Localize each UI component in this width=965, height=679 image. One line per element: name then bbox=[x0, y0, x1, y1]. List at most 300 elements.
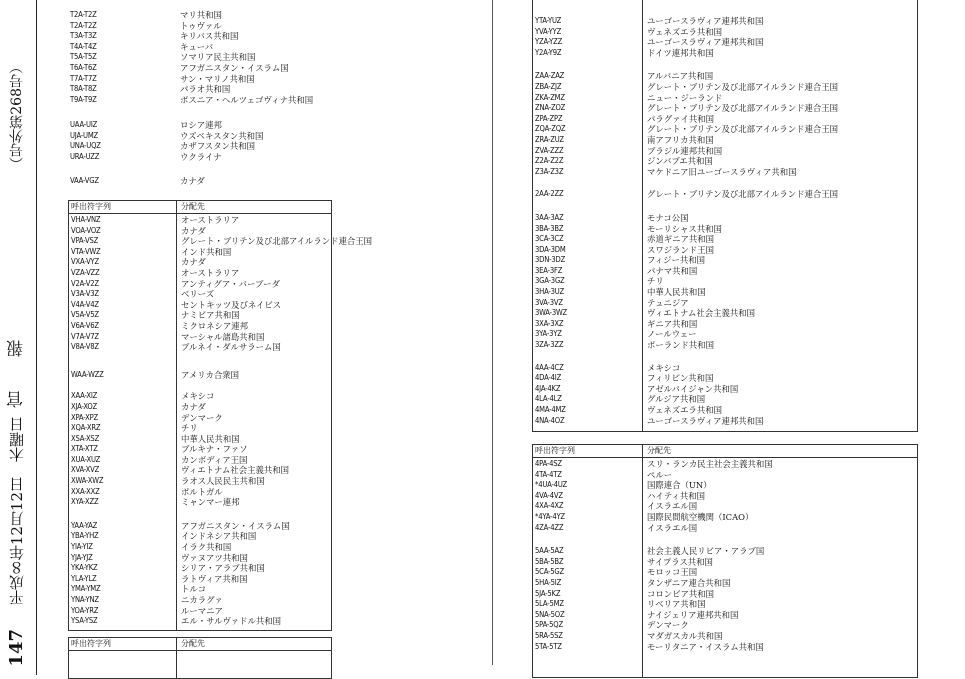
allocated-country: マーシャル諸島共和国 bbox=[181, 331, 265, 342]
table-row bbox=[533, 491, 917, 502]
allocated-country: ラトヴィア共和国 bbox=[181, 573, 248, 584]
callsign-range: YZA-YZZ bbox=[535, 37, 563, 47]
callsign-range: ZAA-ZAZ bbox=[535, 71, 565, 81]
table-row bbox=[69, 279, 331, 290]
callsign-range: 3AA-3AZ bbox=[535, 212, 564, 222]
allocated-country: サン・マリノ共和国 bbox=[180, 73, 255, 84]
allocated-country: ルーマニア bbox=[181, 605, 223, 616]
callsign-range: 3DA-3DM bbox=[535, 244, 566, 254]
allocated-country: ナイジェリア連邦共和国 bbox=[647, 609, 739, 620]
callsign-range: T3A-T3Z bbox=[70, 31, 97, 41]
table-row bbox=[533, 546, 917, 557]
allocated-country: ヴァヌアツ共和国 bbox=[181, 552, 248, 563]
callsign-range: UJA-UMZ bbox=[70, 130, 99, 140]
table-row bbox=[69, 465, 331, 476]
allocated-country: 中華人民共和国 bbox=[647, 287, 706, 298]
allocated-country: 赤道ギニア共和国 bbox=[647, 234, 714, 245]
callsign-range: 3EA-3FZ bbox=[535, 265, 563, 275]
table-row bbox=[533, 82, 917, 93]
callsign-range: YNA-YNZ bbox=[71, 595, 99, 604]
table-row bbox=[533, 405, 917, 416]
publication-date: 平成８年12月12日 木曜日 bbox=[8, 416, 26, 605]
allocated-country: イスラエル国 bbox=[647, 522, 698, 533]
callsign-range: T2A-T2Z bbox=[70, 20, 97, 30]
callsign-range: 3ZA-3ZZ bbox=[535, 340, 564, 350]
allocated-country: ブラジル連邦共和国 bbox=[647, 145, 723, 156]
callsign-range: ZBA-ZJZ bbox=[535, 81, 562, 91]
allocated-country: ギニア共和国 bbox=[647, 318, 698, 329]
callsign-range: T6A-T6Z bbox=[70, 62, 97, 72]
allocated-country: アルバニア共和国 bbox=[647, 71, 714, 82]
allocated-country: パラグァイ共和国 bbox=[647, 113, 714, 124]
allocated-country: エル・サルヴァドル共和国 bbox=[181, 616, 281, 627]
allocated-country: カザフスタン共和国 bbox=[180, 141, 256, 152]
table-row bbox=[69, 226, 331, 237]
table-row bbox=[533, 470, 917, 481]
callsign-range: V5A-V5Z bbox=[71, 310, 99, 320]
table-row bbox=[533, 266, 917, 277]
table-row bbox=[69, 497, 331, 508]
table-row bbox=[533, 27, 917, 38]
allocated-country: カナダ bbox=[180, 176, 205, 186]
allocated-country: トゥヴァル bbox=[180, 20, 222, 31]
allocated-country: チリ bbox=[181, 423, 198, 434]
table-row bbox=[69, 595, 331, 606]
table-row bbox=[69, 236, 372, 247]
allocated-country: モロッコ王国 bbox=[647, 567, 698, 578]
header-destination: 分配先 bbox=[181, 639, 205, 648]
callsign-range: YBA-YHZ bbox=[71, 531, 99, 541]
table-row bbox=[533, 340, 917, 351]
table-row bbox=[69, 563, 331, 574]
allocated-country: モーリタニア・イスラム共和国 bbox=[647, 641, 764, 652]
callsign-range: XXA-XXZ bbox=[71, 486, 100, 496]
allocated-country: 国際連合（UN） bbox=[647, 480, 712, 491]
allocated-country: グレート・ブリテン及び北部アイルランド連合王国 bbox=[647, 103, 838, 114]
table-row bbox=[533, 213, 917, 224]
callsign-range: 4PA-4SZ bbox=[535, 459, 562, 468]
callsign-range: 3GA-3GZ bbox=[535, 276, 565, 286]
table-row bbox=[533, 308, 917, 319]
table-row bbox=[533, 124, 917, 135]
callsign-range: 4XA-4XZ bbox=[535, 501, 564, 511]
allocation-table bbox=[68, 200, 372, 631]
allocated-country: ヴェネズエラ共和国 bbox=[647, 26, 723, 37]
table-row bbox=[69, 616, 331, 627]
allocated-country: 社会主義人民リビア・アラブ国 bbox=[647, 546, 765, 557]
allocated-country: カナダ bbox=[181, 401, 206, 412]
header-callsign: 呼出符字列 bbox=[535, 446, 575, 455]
callsign-range: V8A-V8Z bbox=[71, 342, 99, 352]
callsign-range: VHA-VNZ bbox=[71, 215, 101, 224]
table-row bbox=[533, 416, 917, 427]
callsign-range: V4A-V4Z bbox=[71, 299, 99, 309]
table-row bbox=[69, 321, 331, 332]
header-destination: 分配先 bbox=[647, 446, 671, 455]
callsign-range: V7A-V7Z bbox=[71, 331, 99, 341]
allocated-country: ドイツ連邦共和国 bbox=[647, 47, 714, 58]
allocated-country: アメリカ合衆国 bbox=[181, 369, 240, 380]
table-row bbox=[533, 459, 917, 470]
callsign-range: 4VA-4VZ bbox=[535, 490, 563, 500]
table-row bbox=[533, 523, 917, 534]
callsign-range: XJA-XOZ bbox=[71, 401, 98, 411]
table-row bbox=[533, 512, 917, 523]
table-row bbox=[533, 135, 917, 146]
table-row bbox=[533, 16, 917, 27]
table-row bbox=[533, 37, 917, 48]
callsign-range: 3CA-3CZ bbox=[535, 234, 564, 244]
callsign-range: 4LA-4LZ bbox=[535, 394, 562, 404]
callsign-range: ZQA-ZQZ bbox=[535, 124, 566, 134]
table-row bbox=[69, 487, 331, 498]
page-margin bbox=[0, 0, 62, 675]
table-row bbox=[69, 332, 331, 343]
callsign-range: 3DN-3DZ bbox=[535, 255, 566, 265]
callsign-range: UNA-UQZ bbox=[70, 141, 101, 151]
table-row bbox=[533, 224, 917, 235]
callsign-range: 5BA-5BZ bbox=[535, 556, 564, 566]
table-row bbox=[69, 342, 331, 353]
allocated-country: メキシコ bbox=[647, 362, 681, 373]
callsign-range: 4DA-4IZ bbox=[535, 373, 562, 383]
callsign-range: XQA-XRZ bbox=[71, 423, 101, 433]
table-row bbox=[533, 394, 917, 405]
callsign-range: T9A-T9Z bbox=[70, 94, 97, 104]
callsign-range: YJA-YJZ bbox=[71, 552, 93, 562]
table-row bbox=[533, 363, 917, 374]
allocated-country: セントキッツ及びネイビス bbox=[181, 299, 282, 310]
table-header bbox=[69, 638, 331, 651]
table-row bbox=[69, 247, 331, 258]
table-row bbox=[533, 578, 917, 589]
allocated-country: ポーランド共和国 bbox=[647, 340, 714, 351]
callsign-range: YKA-YKZ bbox=[71, 563, 98, 573]
callsign-range: ZNA-ZOZ bbox=[535, 103, 566, 113]
table-row bbox=[533, 71, 917, 82]
callsign-range: VAA-VGZ bbox=[70, 176, 99, 185]
allocated-country: 中華人民共和国 bbox=[181, 433, 240, 444]
allocated-country: 国際民間航空機関（ICAO） bbox=[647, 511, 754, 522]
allocated-country: オーストラリア bbox=[181, 267, 240, 278]
allocated-country: ニカラグァ bbox=[181, 595, 223, 605]
allocated-country: モナコ公国 bbox=[647, 212, 689, 223]
allocated-country: ハイティ共和国 bbox=[647, 490, 705, 501]
callsign-range: 3XA-3XZ bbox=[535, 318, 564, 328]
callsign-range: V6A-V6Z bbox=[71, 320, 99, 330]
allocated-country: カナダ bbox=[181, 225, 206, 236]
callsign-range: XSA-XSZ bbox=[71, 433, 100, 443]
callsign-range: 4JA-4KZ bbox=[535, 383, 561, 393]
table-row bbox=[533, 480, 917, 491]
table-row bbox=[69, 413, 331, 424]
gazette-title: 官 報 bbox=[7, 340, 27, 408]
allocated-country: コロンビア共和国 bbox=[647, 588, 714, 599]
table-row bbox=[533, 287, 917, 298]
callsign-range: T4A-T4Z bbox=[70, 41, 97, 51]
allocation-table-continued bbox=[68, 637, 332, 679]
callsign-range: 5RA-5SZ bbox=[535, 630, 563, 640]
allocated-country: ウズベキスタン共和国 bbox=[180, 130, 264, 141]
callsign-range: 4ZA-4ZZ bbox=[535, 522, 564, 532]
allocation-table bbox=[532, 444, 918, 678]
callsign-range: Z2A-Z2Z bbox=[535, 156, 564, 166]
table-row bbox=[533, 189, 917, 200]
table-row bbox=[69, 300, 331, 311]
callsign-range: 3BA-3BZ bbox=[535, 223, 564, 233]
allocated-country: アゼルバイジャン共和国 bbox=[647, 383, 739, 394]
callsign-range: 5NA-5OZ bbox=[535, 609, 565, 619]
callsign-range: YLA-YLZ bbox=[71, 573, 97, 583]
allocated-country: スリ・ランカ民主社会主義共和国 bbox=[647, 459, 773, 469]
table-row bbox=[533, 103, 917, 114]
allocated-country: ユーゴースラヴィア連邦共和国 bbox=[647, 16, 764, 26]
table-row bbox=[533, 567, 917, 578]
callsign-range: Z3A-Z3Z bbox=[535, 166, 564, 176]
callsign-range: 5TA-5TZ bbox=[535, 641, 562, 651]
allocated-country: グルジア共和国 bbox=[647, 394, 706, 405]
allocated-country: ミクロネシア連邦 bbox=[181, 320, 248, 331]
left-column bbox=[68, 0, 372, 675]
table-row bbox=[69, 455, 331, 466]
allocated-country: デンマーク bbox=[647, 620, 689, 631]
callsign-range: 5CA-5GZ bbox=[535, 567, 565, 577]
callsign-range: XTA-XTZ bbox=[71, 444, 98, 454]
callsign-range: 3HA-3UZ bbox=[535, 287, 564, 297]
callsign-range: URA-UZZ bbox=[70, 151, 100, 161]
callsign-range: V2A-V2Z bbox=[71, 278, 99, 288]
allocated-country: デンマーク bbox=[181, 412, 223, 423]
table-row bbox=[69, 574, 331, 585]
table-row bbox=[69, 268, 331, 279]
callsign-range: 3VA-3VZ bbox=[535, 297, 563, 307]
callsign-range: 5LA-5MZ bbox=[535, 599, 564, 609]
table-row bbox=[533, 599, 917, 610]
allocated-country: ロシア連邦 bbox=[180, 120, 222, 130]
table-row bbox=[533, 557, 917, 568]
callsign-range: 5AA-5AZ bbox=[535, 546, 564, 556]
header-callsign: 呼出符字列 bbox=[71, 639, 111, 648]
callsign-range: 3WA-3WZ bbox=[535, 308, 568, 318]
callsign-range: T8A-T8Z bbox=[70, 84, 97, 94]
allocated-country: オーストラリア bbox=[181, 215, 240, 225]
callsign-range: XPA-XPZ bbox=[71, 412, 98, 422]
table-row bbox=[533, 114, 917, 125]
callsign-range: UAA-UIZ bbox=[70, 120, 98, 129]
allocated-country: パナマ共和国 bbox=[647, 265, 698, 276]
allocated-country: ヴェネズエラ共和国 bbox=[647, 405, 723, 415]
allocated-country: スワジランド王国 bbox=[647, 244, 714, 255]
allocated-country: イラク共和国 bbox=[181, 542, 232, 553]
callsign-range: YSA-YSZ bbox=[71, 616, 98, 626]
allocated-country: アフガニスタン・イスラム国 bbox=[180, 62, 289, 73]
header-callsign: 呼出符字列 bbox=[71, 202, 111, 211]
callsign-range: XWA-XWZ bbox=[71, 476, 104, 486]
table-header bbox=[69, 201, 331, 214]
table-row bbox=[533, 329, 917, 340]
allocated-country: ナミビア共和国 bbox=[181, 310, 240, 321]
allocated-country: ミャンマー連邦 bbox=[181, 497, 240, 508]
allocated-country: グレート・ブリテン及び北部アイルランド連合王国 bbox=[647, 189, 838, 200]
callsign-range: 2AA-2ZZ bbox=[535, 189, 564, 199]
allocated-country: アンティグア・バーブーダ bbox=[181, 278, 280, 289]
allocated-country: テュニジア bbox=[647, 297, 689, 308]
callsign-range: 5PA-5QZ bbox=[535, 620, 563, 630]
callsign-range: YOA-YRZ bbox=[71, 605, 99, 615]
table-row bbox=[69, 531, 331, 542]
callsign-range: ZVA-ZZZ bbox=[535, 145, 564, 155]
allocated-country: ペルー bbox=[647, 469, 673, 480]
callsign-range: ZKA-ZMZ bbox=[535, 92, 565, 102]
callsign-range: *4UA-4UZ bbox=[535, 480, 568, 490]
callsign-range: VZA-VZZ bbox=[71, 267, 100, 277]
allocated-country: カナダ bbox=[181, 257, 206, 268]
issue-number: （号外第268号） bbox=[9, 60, 25, 171]
margin-rule bbox=[36, 0, 37, 675]
page-number: 147 bbox=[6, 629, 27, 667]
allocated-country: チリ bbox=[647, 276, 664, 287]
table-row bbox=[533, 384, 917, 395]
allocated-country: ヴィエトナム社会主義共和国 bbox=[181, 465, 289, 476]
allocated-country: パラオ共和国 bbox=[180, 84, 231, 95]
header-destination: 分配先 bbox=[181, 202, 205, 211]
allocated-country: サイプラス共和国 bbox=[647, 556, 713, 567]
table-row bbox=[533, 501, 917, 512]
allocated-country: フィジー共和国 bbox=[647, 255, 705, 266]
allocated-country: カンボディア王国 bbox=[181, 454, 248, 465]
allocated-country: イスラエル国 bbox=[647, 501, 698, 512]
callsign-range: T2A-T2Z bbox=[70, 10, 97, 19]
allocated-country: アフガニスタン・イスラム国 bbox=[181, 520, 290, 531]
table-row bbox=[69, 289, 331, 300]
allocation-table-top bbox=[532, 0, 918, 432]
allocated-country: ボスニア・ヘルツェゴヴィナ共和国 bbox=[180, 94, 314, 105]
table-row bbox=[533, 620, 917, 631]
allocated-country: タンザニア連合共和国 bbox=[647, 577, 731, 588]
table-row bbox=[533, 48, 917, 59]
callsign-range: ZRA-ZUZ bbox=[535, 134, 564, 144]
table-row bbox=[533, 373, 917, 384]
allocated-country: ラオス人民民主共和国 bbox=[181, 476, 265, 487]
allocated-country: インドネシア共和国 bbox=[181, 531, 257, 542]
allocated-country: ノールウェー bbox=[647, 329, 697, 340]
callsign-range: *4YA-4YZ bbox=[535, 511, 565, 521]
allocated-country: マダガスカル共和国 bbox=[647, 630, 723, 641]
table-row bbox=[69, 553, 331, 564]
callsign-range: YVA-YYZ bbox=[535, 26, 562, 36]
allocated-country: グレート・ブリテン及び北部アイルランド連合王国 bbox=[647, 124, 838, 135]
allocated-country: トルコ bbox=[181, 584, 207, 595]
callsign-range: VPA-VSZ bbox=[71, 236, 99, 246]
table-row bbox=[533, 156, 917, 167]
column-separator bbox=[492, 0, 493, 665]
table-row bbox=[533, 167, 917, 178]
callsign-range: YIA-YIZ bbox=[71, 542, 93, 552]
allocated-country: ブルキナ・ファソ bbox=[181, 444, 248, 455]
table-row bbox=[69, 521, 331, 532]
table-row bbox=[69, 402, 331, 413]
allocated-country: ポルトガル bbox=[181, 486, 223, 497]
allocated-country: マリ共和国 bbox=[180, 10, 222, 20]
table-row bbox=[533, 589, 917, 600]
callsign-range: Y2A-Y9Z bbox=[535, 47, 562, 57]
allocated-country: モーリシャス共和国 bbox=[647, 223, 722, 234]
callsign-range: YAA-YAZ bbox=[71, 520, 98, 530]
table-bottom-rule bbox=[532, 431, 918, 432]
allocated-country: グレート・ブリテン及び北部アイルランド連合王国 bbox=[647, 81, 838, 92]
table-row bbox=[533, 276, 917, 287]
table-row bbox=[533, 631, 917, 642]
callsign-range: VOA-VOZ bbox=[71, 225, 101, 235]
allocated-country: ベリーズ bbox=[181, 289, 215, 300]
table-row bbox=[533, 255, 917, 266]
allocated-country: リベリア共和国 bbox=[647, 599, 706, 610]
allocated-country: シリア・アラブ共和国 bbox=[181, 563, 265, 574]
allocated-country: マケドニア旧ユーゴースラヴィア共和国 bbox=[647, 166, 797, 177]
table-row bbox=[533, 298, 917, 309]
allocated-country: 南アフリカ共和国 bbox=[647, 134, 714, 145]
table-row bbox=[69, 215, 331, 226]
table-row bbox=[69, 423, 331, 434]
callsign-range: 4NA-4OZ bbox=[535, 415, 565, 425]
table-row bbox=[69, 584, 331, 595]
allocated-country: ソマリア民主共和国 bbox=[180, 52, 256, 63]
table-row bbox=[533, 146, 917, 157]
callsign-range: 4MA-4MZ bbox=[535, 405, 566, 414]
table-row bbox=[533, 610, 917, 621]
table-row bbox=[69, 391, 331, 402]
allocated-country: メキシコ bbox=[181, 391, 215, 402]
callsign-range: WAA-WZZ bbox=[71, 369, 104, 379]
table-row bbox=[533, 93, 917, 104]
allocated-country: グレート・ブリテン及び北部アイルランド連合王国 bbox=[181, 236, 372, 247]
callsign-range: 5JA-5KZ bbox=[535, 588, 561, 598]
table-row bbox=[69, 310, 331, 321]
callsign-range: YMA-YMZ bbox=[71, 584, 101, 594]
table-row bbox=[69, 542, 331, 553]
allocated-country: ジンバブエ共和国 bbox=[647, 156, 713, 167]
callsign-range: 3YA-3YZ bbox=[535, 329, 562, 339]
table-row bbox=[533, 319, 917, 330]
allocated-country: ユーゴースラヴィア連邦共和国 bbox=[647, 37, 764, 48]
callsign-range: 5HA-5IZ bbox=[535, 577, 562, 587]
table-header bbox=[533, 445, 917, 458]
callsign-range: V3A-V3Z bbox=[71, 289, 99, 299]
table-row bbox=[69, 606, 331, 617]
callsign-range: T5A-T5Z bbox=[70, 52, 97, 62]
allocated-country: ヴィエトナム社会主義共和国 bbox=[647, 308, 755, 319]
table-row bbox=[533, 642, 917, 653]
callsign-range: XAA-XIZ bbox=[71, 391, 98, 401]
allocated-country: ウクライナ bbox=[180, 151, 222, 162]
right-column bbox=[532, 0, 916, 675]
allocated-country: キューバ bbox=[180, 41, 214, 52]
allocated-country: ブルネイ・ダルサラーム国 bbox=[181, 342, 281, 353]
table-row bbox=[533, 234, 917, 245]
allocated-country: キリバス共和国 bbox=[180, 31, 239, 42]
table-row bbox=[69, 257, 331, 268]
callsign-range: XVA-XVZ bbox=[71, 465, 100, 475]
allocated-country: フィリピン共和国 bbox=[647, 373, 714, 384]
table-row bbox=[69, 370, 331, 381]
table-row bbox=[69, 434, 331, 445]
callsign-range: 4AA-4CZ bbox=[535, 362, 564, 372]
callsign-range: ZPA-ZPZ bbox=[535, 113, 563, 123]
table-row bbox=[69, 476, 331, 487]
allocated-country: ニュー・ジーランド bbox=[647, 92, 723, 103]
callsign-range: VTA-VWZ bbox=[71, 246, 101, 256]
callsign-range: 4TA-4TZ bbox=[535, 469, 562, 479]
